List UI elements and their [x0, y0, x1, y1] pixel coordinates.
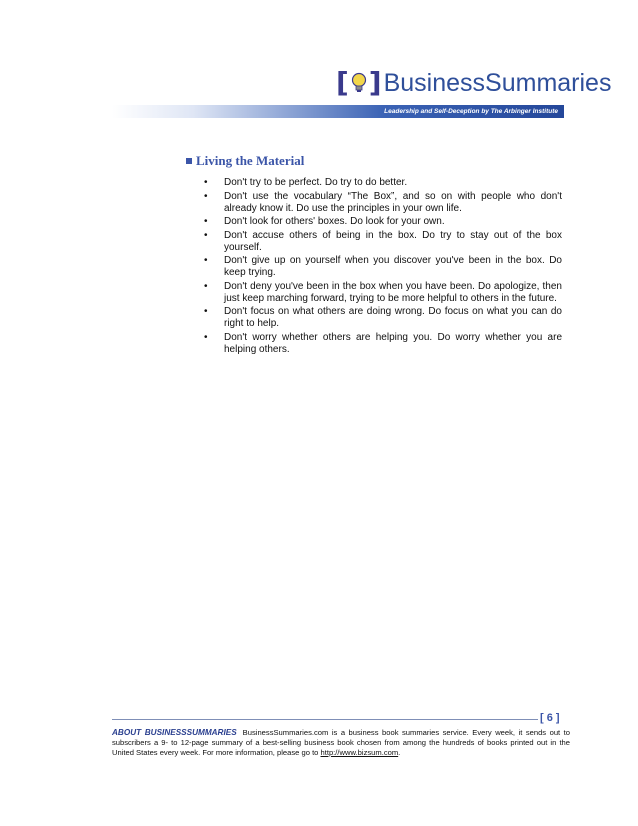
- footer-label: ABOUT BUSINESSSUMMARIES: [112, 728, 237, 737]
- business-summaries-logo: [ ] BusinessSummaries: [336, 66, 612, 99]
- bullet-icon: •: [204, 229, 208, 241]
- lightbulb-icon: [350, 72, 368, 94]
- bullet-icon: •: [204, 331, 208, 343]
- list-item: [204, 332, 562, 356]
- bullet-icon: •: [204, 306, 208, 317]
- list-item: [204, 255, 562, 279]
- list-item: [204, 230, 562, 254]
- list-item-text: Don't worry whether others are helping you. Do worry whether you are helping others.: [224, 331, 562, 355]
- section-title: [186, 153, 304, 169]
- logo-name: BusinessSummaries: [383, 68, 612, 97]
- list-item-text: Don't deny you've been in the box when you have been. Do apologize, then just keep marching forward, trying to be more helpful to others in the future.: [224, 280, 562, 304]
- list-item: [204, 177, 562, 189]
- list-item: [204, 216, 562, 228]
- list-item: [204, 281, 562, 305]
- footer-divider: [112, 719, 538, 720]
- list-item-text: Don't look for others' boxes. Do look for your own.: [224, 216, 445, 227]
- page-number: [ 6 ]: [540, 712, 560, 724]
- list-item: [204, 306, 562, 330]
- header-bar: [112, 105, 564, 118]
- bullet-icon: •: [204, 255, 208, 266]
- bullet-icon: •: [204, 280, 208, 292]
- bullet-icon: •: [204, 216, 208, 227]
- list-item-text: Don't focus on what others are doing wrong. Do focus on what you can do right to help.: [224, 306, 562, 329]
- website-link[interactable]: http://www.bizsum.com: [320, 748, 399, 757]
- list-item-text: Don't try to be perfect. Do try to do better.: [224, 177, 408, 188]
- list-item-text: Don't use the vocabulary “The Box”, and so on with people who don't already know it. Do use the principles in your own life.: [224, 190, 562, 214]
- footer-about: [112, 728, 570, 758]
- bullet-list: [204, 177, 562, 357]
- bullet-icon: •: [204, 177, 208, 188]
- footer-tail: .: [398, 748, 401, 757]
- footer-text: BusinessSummaries.com is a business book summaries service. Every week, it sends out to subscribers a 9- to 12-page summary of a best-selling business book chosen from among the hundreds of books printed out in the United States every week. For more information, please go to: [112, 728, 570, 757]
- section-title-text: Living the Material: [196, 153, 305, 168]
- square-bullet-icon: [186, 158, 192, 164]
- list-item: [204, 191, 562, 215]
- header-bar-text: Leadership and Self-Deception by The Arbinger Institute: [384, 108, 558, 115]
- bullet-icon: •: [204, 190, 208, 202]
- list-item-text: Don't give up on yourself when you discover you've been in the box. Do keep trying.: [224, 255, 562, 278]
- list-item-text: Don't accuse others of being in the box. Do try to stay out of the box yourself.: [224, 229, 562, 253]
